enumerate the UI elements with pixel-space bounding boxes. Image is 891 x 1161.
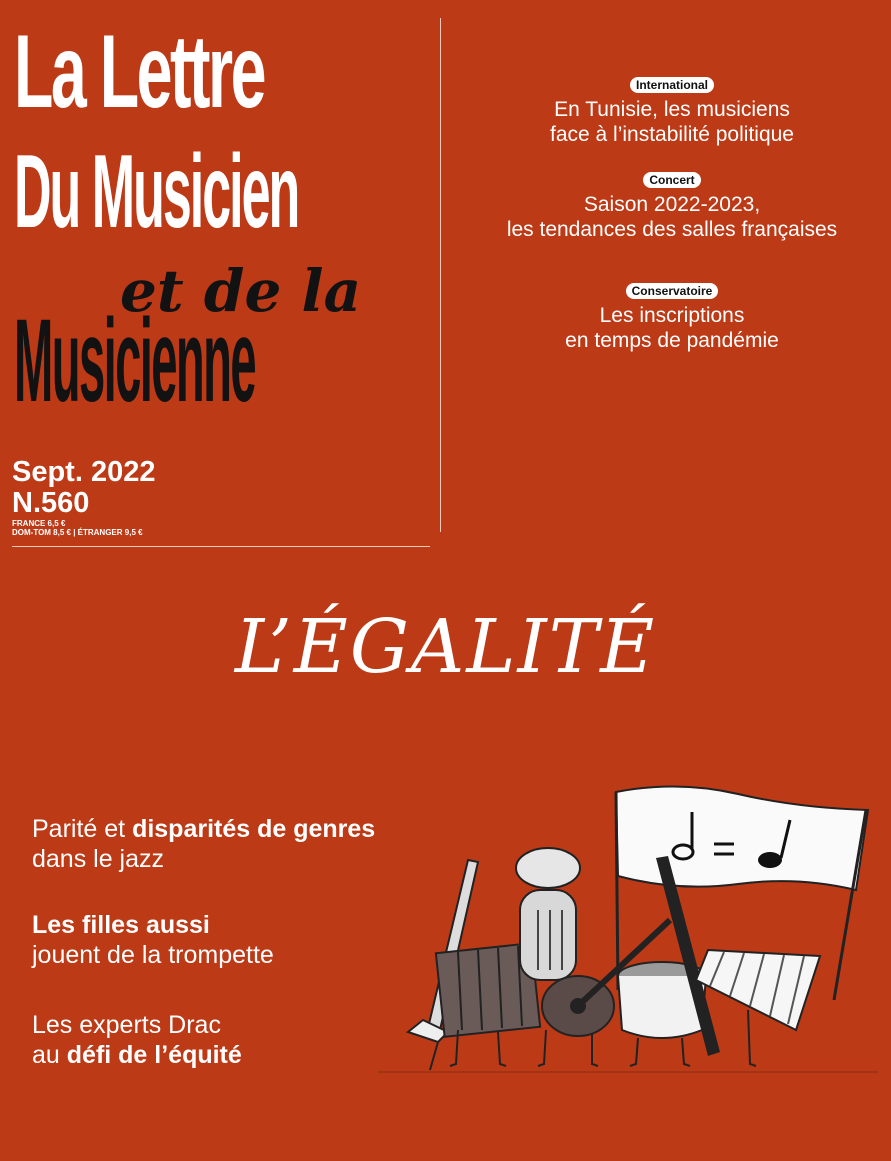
masthead-line-1: La Lettre	[14, 14, 264, 130]
story-title-line-2: face à l’instabilité politique	[550, 123, 794, 146]
teaser-bold-text: disparités de genres	[132, 815, 376, 843]
masthead-line-4: Musicienne	[14, 295, 256, 427]
horizontal-divider	[12, 546, 430, 547]
story-international[interactable]	[452, 76, 891, 147]
story-title-line-2: en temps de pandémie	[565, 329, 779, 352]
story-tag: International	[630, 77, 714, 93]
teaser-text: Parité et	[32, 815, 133, 843]
story-tag: Concert	[643, 172, 700, 188]
pan-flute-icon	[696, 950, 820, 1030]
story-title-line-1: Les inscriptions	[599, 304, 745, 327]
teaser-trumpet[interactable]	[32, 910, 274, 970]
price-other: DOM-TOM 8,5 € | ÉTRANGER 9,5 €	[12, 528, 143, 537]
tuba-icon	[516, 848, 580, 980]
teaser-text: au	[32, 1041, 67, 1069]
issue-date: Sept. 2022	[12, 456, 156, 488]
teaser-jazz[interactable]	[32, 814, 375, 874]
vertical-divider	[440, 18, 441, 532]
story-title-line-1: Saison 2022-2023,	[583, 193, 761, 216]
story-tag: Conservatoire	[626, 283, 719, 299]
masthead-line-3: et de la	[120, 257, 362, 325]
masthead-line-2: Du Musicien	[14, 134, 299, 250]
teaser-text: dans le jazz	[32, 845, 165, 873]
cover-theme-title: L’ÉGALITÉ	[234, 604, 657, 690]
teaser-bold-text: Les filles aussi	[32, 911, 210, 939]
teaser-text: jouent de la trompette	[32, 941, 274, 969]
teaser-bold-text: défi de l’équité	[66, 1041, 242, 1069]
story-title-line-1: En Tunisie, les musiciens	[554, 98, 790, 121]
issue-number: N.560	[12, 487, 90, 519]
price-france: FRANCE 6,5 €	[12, 519, 66, 528]
teaser-drac[interactable]	[32, 1010, 242, 1070]
story-concert[interactable]	[452, 171, 891, 242]
instruments-illustration	[378, 780, 878, 1080]
story-title-line-2: les tendances des salles françaises	[506, 218, 838, 241]
story-conservatoire[interactable]	[452, 282, 891, 353]
teaser-text: Les experts Drac	[32, 1011, 221, 1039]
